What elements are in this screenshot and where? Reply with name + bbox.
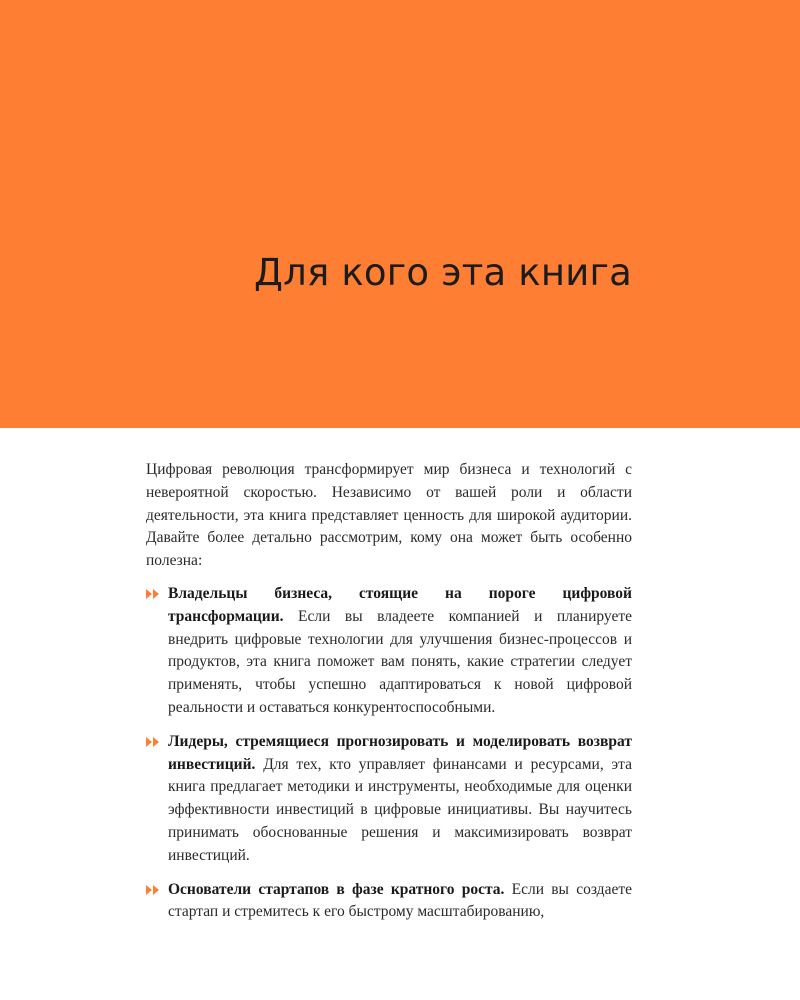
- list-item-lead: Основатели стартапов в фазе кратного роста.: [168, 880, 505, 898]
- double-chevron-right-icon: [146, 589, 160, 599]
- intro-paragraph: Цифровая революция трансформирует мир бизнеса и технологий с невероятной скоростью. Независимо от вашей роли и области деятельности, эта книга представляет ценность для широкой аудитории. Давайте более детально рассмотрим, кому она может быть особенно полезна:: [146, 461, 632, 570]
- page-body: [146, 459, 632, 935]
- list-item-text: Для тех, кто управляет финансами и ресурсами, эта книга предлагает методики и инструменты, необходимые для оценки эффективности инвестиций в цифровые инициативы. Вы научитесь принимать обоснованные решения и максимизировать возврат инвестиций.: [168, 755, 632, 864]
- chapter-title: Для кого эта книга: [254, 251, 632, 294]
- list-item-text: Если вы создаете стартап и стремитесь к его быстрому масштабированию,: [168, 880, 632, 921]
- list-item: [146, 879, 632, 925]
- double-chevron-right-icon: [146, 885, 160, 895]
- audience-list: [146, 583, 632, 924]
- list-item-lead: Лидеры, стремящиеся прогнозировать и моделировать возврат инвестиций.: [168, 732, 632, 773]
- list-item-lead: Владельцы бизнеса, стоящие на пороге цифровой трансформации.: [168, 584, 632, 625]
- double-chevron-right-icon: [146, 737, 160, 747]
- list-item: [146, 731, 632, 868]
- list-item: [146, 583, 632, 720]
- list-item-text: Если вы владеете компанией и планируете внедрить цифровые технологии для улучшения бизнес-процессов и продуктов, эта книга поможет вам понять, какие стратегии следует применять, чтобы успешно адаптироваться к новой цифровой реальности и оставаться конкурентоспособными.: [168, 607, 632, 716]
- header-band: [0, 0, 800, 428]
